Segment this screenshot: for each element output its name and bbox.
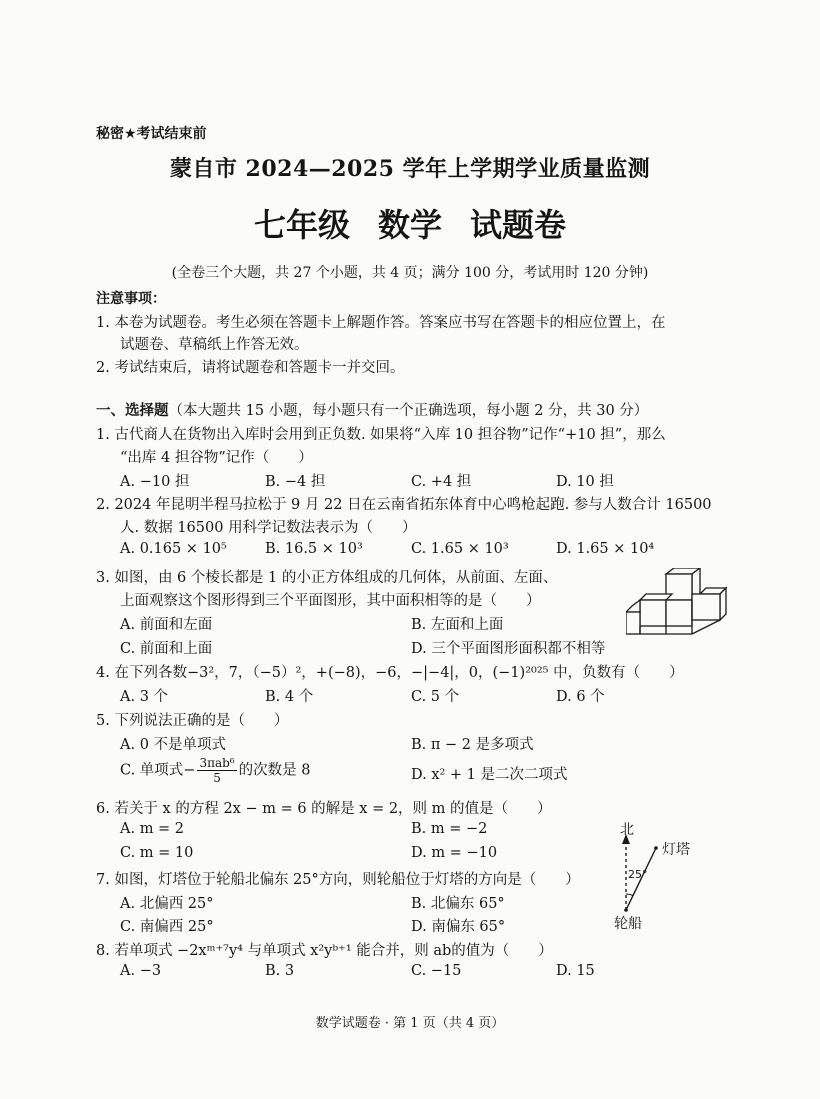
q8-option-b: B. 3 — [265, 963, 295, 979]
q1-option-a: A. −10 担 — [120, 474, 190, 490]
q4-option-d: D. 6 个 — [556, 689, 605, 705]
q1-option-c: C. +4 担 — [411, 474, 472, 490]
q4-option-b: B. 4 个 — [265, 689, 314, 705]
q2-option-c: C. 1.65 × 10³ — [411, 541, 509, 557]
q2-option-a: A. 0.165 × 10⁵ — [120, 541, 227, 557]
subtitle-subject: 数学 — [377, 206, 442, 244]
q8-option-d: D. 15 — [556, 963, 595, 979]
angle-label: 25° — [628, 868, 648, 881]
q8-option-c: C. −15 — [411, 963, 462, 979]
notice-item-1: 1. 本卷为试题卷。考生必须在答题卡上解题作答。答案应书写在答题卡的相应位置上，在 — [96, 315, 666, 331]
cube-figure — [626, 568, 730, 640]
q2-option-b: B. 16.5 × 10³ — [265, 541, 363, 557]
q5-option-c — [120, 756, 310, 785]
q5-option-c-post: 的次数是 8 — [238, 762, 311, 779]
q2-option-d: D. 1.65 × 10⁴ — [556, 541, 655, 557]
q5-option-c-pre: C. 单项式− — [120, 762, 196, 779]
q4-stem: 4. 在下列各数−3²，7，（−5）²，+(−8)，−6，−|−4|，0，(−1)²⁰²⁵ 中，负数有（ ） — [96, 665, 684, 681]
bearing-figure — [606, 822, 726, 934]
monomial-fraction — [197, 756, 236, 785]
q5-stem: 5. 下列说法正确的是（ ） — [96, 713, 289, 729]
q7-option-a: A. 北偏西 25° — [120, 896, 214, 912]
notice-item-2: 2. 考试结束后，请将试题卷和答题卡一并交回。 — [96, 360, 405, 376]
q7-stem: 7. 如图，灯塔位于轮船北偏东 25°方向，则轮船位于灯塔的方向是（ ） — [96, 872, 580, 888]
q8-option-a: A. −3 — [120, 963, 162, 979]
q4-option-c: C. 5 个 — [411, 689, 460, 705]
q6-option-b: B. m = −2 — [411, 821, 488, 837]
q1-stem-cont: “出库 4 担谷物”记作（ ） — [120, 450, 313, 466]
q7-option-b: B. 北偏东 65° — [411, 896, 505, 912]
subtitle-grade: 七年级 — [253, 206, 350, 244]
lighthouse-point — [654, 846, 658, 850]
q8-stem: 8. 若单项式 −2xᵐ⁺⁷y⁴ 与单项式 x²yᵇ⁺¹ 能合并，则 ab的值为（ ） — [96, 943, 553, 959]
q7-option-d: D. 南偏东 65° — [411, 919, 506, 935]
q5-option-d: D. x² + 1 是二次二项式 — [411, 767, 568, 783]
section-title: 一、选择题 — [96, 403, 169, 419]
q1-option-b: B. −4 担 — [265, 474, 326, 490]
q6-option-c: C. m = 10 — [120, 845, 194, 861]
exam-title: 蒙自市 2024—2025 学年上学期学业质量监测 — [169, 156, 651, 182]
exam-subtitle — [0, 200, 820, 246]
q3-stem: 3. 如图，由 6 个棱长都是 1 的小正方体组成的几何体，从前面、左面、 — [96, 570, 558, 586]
q3-option-b: B. 左面和上面 — [411, 617, 504, 633]
q6-option-a: A. m = 2 — [120, 821, 185, 837]
q2-stem-cont: 人. 数据 16500 用科学记数法表示为（ ） — [120, 520, 417, 536]
q3-option-a: A. 前面和左面 — [120, 617, 213, 633]
q3-option-d: D. 三个平面图形面积都不相等 — [411, 641, 606, 657]
q1-option-d: D. 10 担 — [556, 474, 614, 490]
ship-label: 轮船 — [614, 916, 642, 932]
notice-item-1-cont: 试题卷、草稿纸上作答无效。 — [120, 337, 309, 353]
north-label: 北 — [620, 822, 634, 838]
q4-option-a: A. 3 个 — [120, 689, 169, 705]
q2-stem: 2. 2024 年昆明半程马拉松于 9 月 22 日在云南省拓东体育中心鸣枪起跑. 参与人数合计 16500 — [96, 497, 712, 513]
q3-stem-cont: 上面观察这个图形得到三个平面图形，其中面积相等的是（ ） — [120, 593, 541, 609]
q5-option-b: B. π − 2 是多项式 — [411, 737, 534, 753]
q6-option-d: D. m = −10 — [411, 845, 498, 861]
ship-point — [624, 908, 628, 912]
fraction-numerator: 3πab⁶ — [199, 756, 235, 770]
exam-info: (全卷三个大题，共 27 个小题，共 4 页；满分 100 分，考试用时 120 分钟) — [171, 265, 649, 281]
angle-arc — [626, 894, 633, 896]
q6-stem: 6. 若关于 x 的方程 2x − m = 6 的解是 x = 2，则 m 的值是（ ） — [96, 801, 552, 817]
q5-option-a: A. 0 不是单项式 — [120, 737, 227, 753]
notice-heading: 注意事项： — [96, 291, 166, 307]
section-heading — [96, 399, 648, 420]
section-desc: （本大题共 15 小题，每小题只有一个正确选项，每小题 2 分，共 30 分） — [168, 403, 649, 419]
page-footer: 数学试题卷 · 第 1 页（共 4 页） — [315, 1016, 505, 1031]
q7-option-c: C. 南偏西 25° — [120, 919, 214, 935]
fraction-denominator: 5 — [213, 771, 221, 785]
secret-label: 秘密★考试结束前 — [96, 126, 207, 142]
subtitle-type: 试题卷 — [470, 206, 567, 244]
q1-stem: 1. 古代商人在货物出入库时会用到正负数. 如果将“入库 10 担谷物”记作“+10 担”，那么 — [96, 427, 666, 443]
lighthouse-label: 灯塔 — [662, 842, 690, 858]
q3-option-c: C. 前面和上面 — [120, 641, 213, 657]
